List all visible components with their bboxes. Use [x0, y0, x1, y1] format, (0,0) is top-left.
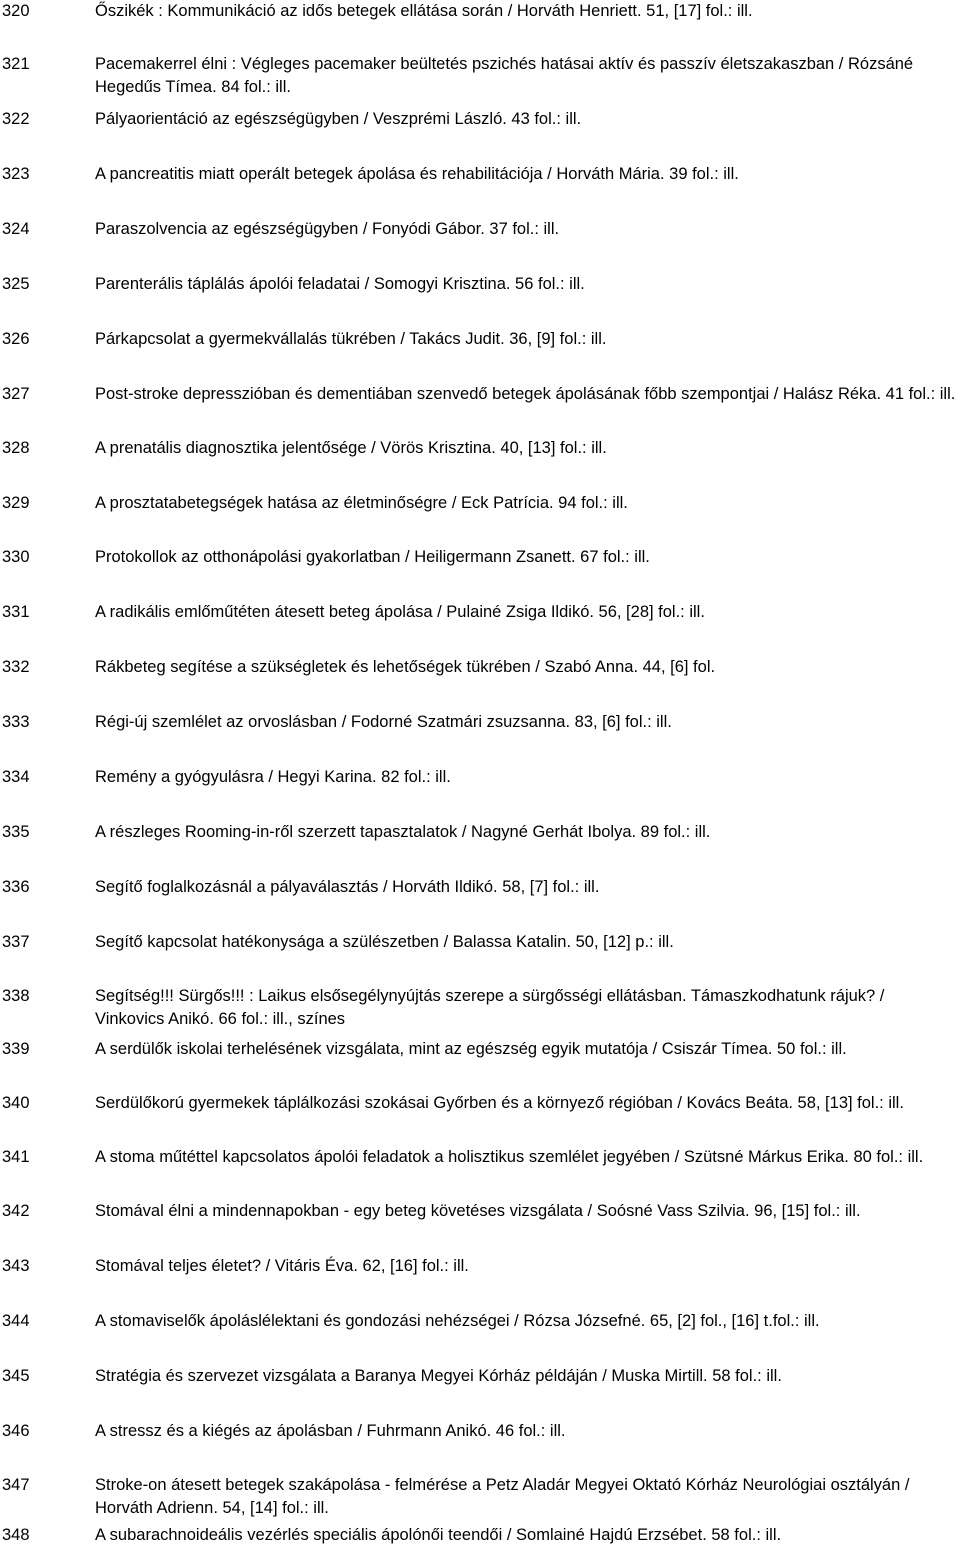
- entry-text: A subarachnoideális vezérlés speciális ápolónői teendői / Somlainé Hajdú Erzsébet. 58 fol.: ill.: [95, 1526, 782, 1544]
- entry-text: Segítő kapcsolat hatékonysága a szülészetben / Balassa Katalin. 50, [12] p.: ill.: [95, 933, 674, 951]
- entry-text: A serdülők iskolai terhelésének vizsgálata, mint az egészség egyik mutatója / Csiszár Tímea. 50 fol.: ill.: [95, 1040, 847, 1058]
- entry-number: 339: [2, 1040, 30, 1058]
- entry-text: Paraszolvencia az egészségügyben / Fonyódi Gábor. 37 fol.: ill.: [95, 220, 560, 238]
- entry-text: A stressz és a kiégés az ápolásban / Fuhrmann Anikó. 46 fol.: ill.: [95, 1422, 566, 1440]
- entry-number: 336: [2, 878, 30, 896]
- entry-number: 320: [2, 2, 30, 20]
- entry-text: Segítő foglalkozásnál a pályaválasztás / Horváth Ildikó. 58, [7] fol.: ill.: [95, 878, 600, 896]
- entry-number: 329: [2, 494, 30, 512]
- entry-number: 345: [2, 1367, 30, 1385]
- entry-text: Parenterális táplálás ápolói feladatai / Somogyi Krisztina. 56 fol.: ill.: [95, 275, 585, 293]
- entry-number: 346: [2, 1422, 30, 1440]
- entry-text: A prenatális diagnosztika jelentősége / Vörös Krisztina. 40, [13] fol.: ill.: [95, 439, 607, 457]
- entry-number: 340: [2, 1094, 30, 1112]
- entry-text: Rákbeteg segítése a szükségletek és lehetőségek tükrében / Szabó Anna. 44, [6] fol.: [95, 658, 716, 676]
- entry-number: 341: [2, 1148, 30, 1166]
- entry-text: Párkapcsolat a gyermekvállalás tükrében / Takács Judit. 36, [9] fol.: ill.: [95, 330, 607, 348]
- entry-text: Post-stroke depresszióban és dementiában szenvedő betegek ápolásának főbb szempontjai / Halász Réka. 41 fol.: ill.: [95, 385, 956, 403]
- entry-number: 328: [2, 439, 30, 457]
- entry-number: 335: [2, 823, 30, 841]
- entry-text: A prosztatabetegségek hatása az életminőségre / Eck Patrícia. 94 fol.: ill.: [95, 494, 628, 512]
- entry-text: Pályaorientáció az egészségügyben / Veszprémi László. 43 fol.: ill.: [95, 110, 582, 128]
- entry-text: Pacemakerrel élni : Végleges pacemaker beültetés pszichés hatásai aktív és passzív életszakaszban / Rózsáné Hegedűs Tímea. 84 fol.: ill.: [95, 55, 914, 96]
- entry-text: Stratégia és szervezet vizsgálata a Baranya Megyei Kórház példáján / Muska Mirtill. 58 fol.: ill.: [95, 1367, 782, 1385]
- entry-number: 327: [2, 385, 30, 403]
- entry-number: 330: [2, 548, 30, 566]
- entry-number: 347: [2, 1476, 30, 1494]
- entry-text: Stomával élni a mindennapokban - egy beteg követéses vizsgálata / Soósné Vass Szilvia. 96, [15] fol.: ill.: [95, 1202, 861, 1220]
- entry-text: Régi-új szemlélet az orvoslásban / Fodorné Szatmári zsuzsanna. 83, [6] fol.: ill.: [95, 713, 672, 731]
- entry-number: 348: [2, 1526, 30, 1544]
- entry-text: Stomával teljes életet? / Vitáris Éva. 62, [16] fol.: ill.: [95, 1257, 469, 1275]
- entry-number: 344: [2, 1312, 30, 1330]
- entry-text: Őszikék : Kommunikáció az idős betegek ellátása során / Horváth Henriett. 51, [17] fol.: ill.: [95, 2, 753, 20]
- entry-text: Protokollok az otthonápolási gyakorlatban / Heiligermann Zsanett. 67 fol.: ill.: [95, 548, 650, 566]
- entry-number: 322: [2, 110, 30, 128]
- entry-text: A részleges Rooming-in-ről szerzett tapasztalatok / Nagyné Gerhát Ibolya. 89 fol.: ill.: [95, 823, 711, 841]
- entry-number: 334: [2, 768, 30, 786]
- entry-number: 323: [2, 165, 30, 183]
- entry-number: 324: [2, 220, 30, 238]
- entry-text: Serdülőkorú gyermekek táplálkozási szokásai Győrben és a környező régióban / Kovács Beáta. 58, [13] fol.: ill.: [95, 1094, 904, 1112]
- entry-number: 343: [2, 1257, 30, 1275]
- entry-text: A stoma műtéttel kapcsolatos ápolói feladatok a holisztikus szemlélet jegyében / Szütsné Márkus Erika. 80 fol.: ill.: [95, 1148, 924, 1166]
- entry-text: A pancreatitis miatt operált betegek ápolása és rehabilitációja / Horváth Mária. 39 fol.: ill.: [95, 165, 739, 183]
- entry-number: 331: [2, 603, 30, 621]
- entry-text: Stroke-on átesett betegek szakápolása - felmérése a Petz Aladár Megyei Oktató Kórház Neurológiai osztályán / Horváth Adrienn. 54, [14] fol.: ill.: [95, 1476, 910, 1517]
- entry-number: 333: [2, 713, 30, 731]
- entry-number: 337: [2, 933, 30, 951]
- entry-number: 332: [2, 658, 30, 676]
- entry-text: Segítség!!! Sürgős!!! : Laikus elsősegélynyújtás szerepe a sürgősségi ellátásban. Támaszkodhatunk rájuk? / Vinkovics Anikó. 66 fol.: ill., színes: [95, 987, 885, 1028]
- entry-number: 342: [2, 1202, 30, 1220]
- entry-number: 325: [2, 275, 30, 293]
- entry-text: A stomaviselők ápoláslélektani és gondozási nehézségei / Rózsa Józsefné. 65, [2] fol., [16] t.fol.: ill.: [95, 1312, 820, 1330]
- entry-number: 326: [2, 330, 30, 348]
- entry-number: 338: [2, 987, 30, 1005]
- entry-text: Remény a gyógyulásra / Hegyi Karina. 82 fol.: ill.: [95, 768, 451, 786]
- entry-number: 321: [2, 55, 30, 73]
- entry-text: A radikális emlőműtéten átesett beteg ápolása / Pulainé Zsiga Ildikó. 56, [28] fol.: ill.: [95, 603, 705, 621]
